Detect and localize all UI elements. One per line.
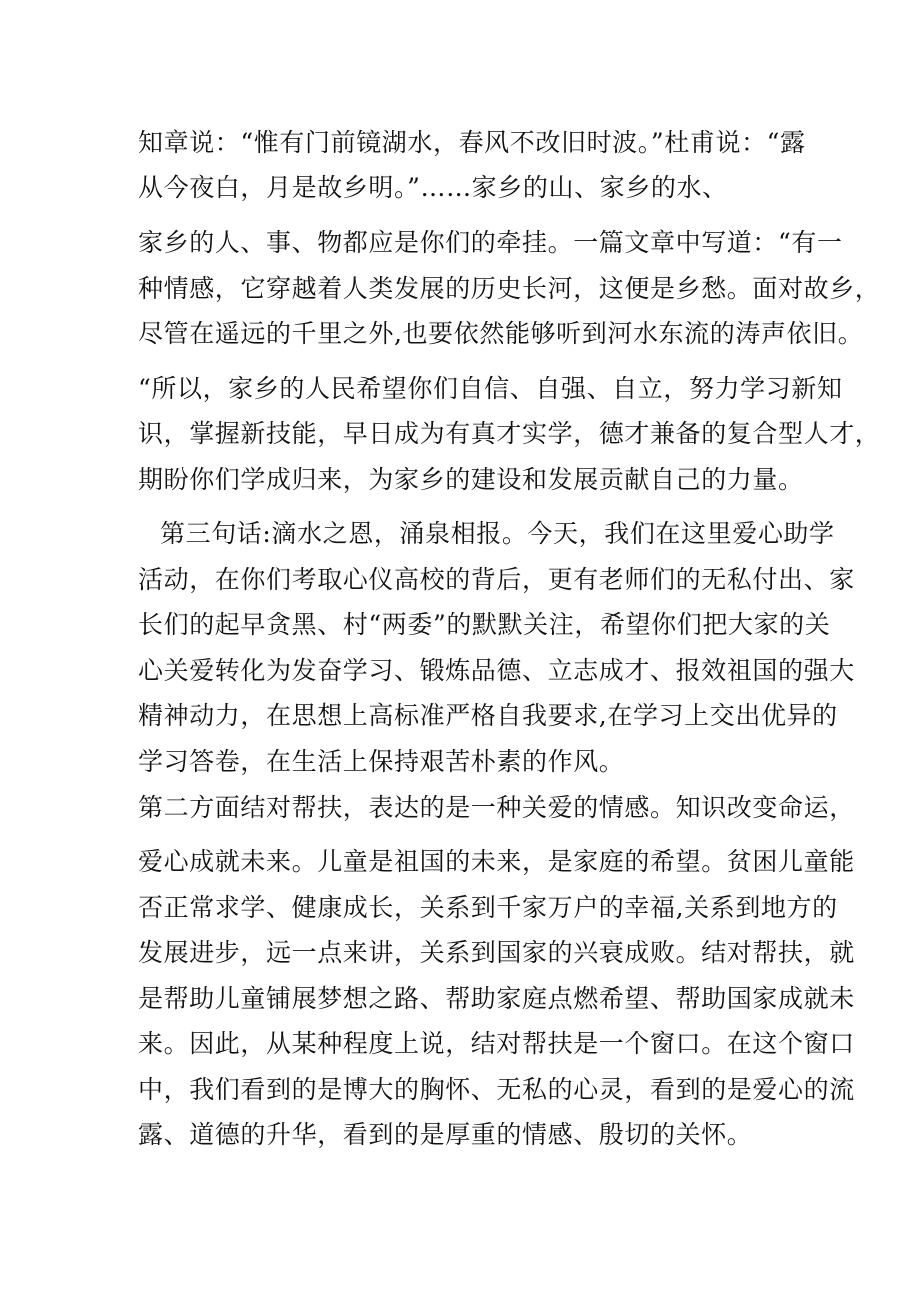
text-line: 活动，在你们考取心仪高校的背后，更有老师们的无私付出、家 [138, 565, 855, 594]
text-line: 来。因此，从某种程度上说，结对帮扶是一个窗口。在这个窗口 [138, 1029, 855, 1058]
text-line: 学习答卷，在生活上保持艰苦朴素的作风。 [138, 747, 625, 776]
text-line: 露、道德的升华，看到的是厚重的情感、殷切的关怀。 [138, 1120, 753, 1149]
text-line: “所以，家乡的人民希望你们自信、自强、自立，努力学习新知 [138, 374, 843, 403]
text-line: 发展进步，远一点来讲，关系到国家的兴衰成败。结对帮扶，就 [138, 938, 855, 967]
text-line: 从今夜白，月是故乡明。”……家乡的山、家乡的水、 [138, 173, 728, 202]
text-line: 知章说：“惟有门前镜湖水，春风不改旧时波。”杜甫说：“露 [138, 128, 806, 157]
text-line: 期盼你们学成归来，为家乡的建设和发展贡献自己的力量。 [138, 465, 804, 494]
text-line: 否正常求学、健康成长，关系到千家万户的幸福,关系到地方的 [138, 893, 838, 922]
text-line: 长们的起早贪黑、村“两委”的默默关注，希望你们把大家的关 [138, 610, 831, 639]
text-line: 尽管在遥远的千里之外,也要依然能够听到河水东流的涛声依旧。 [138, 319, 864, 348]
text-line: 种情感，它穿越着人类发展的历史长河，这便是乡愁。面对故乡， [138, 274, 881, 303]
text-line: 心关爱转化为发奋学习、锻炼品德、立志成才、报效祖国的强大 [138, 656, 855, 685]
text-line: 是帮助儿童铺展梦想之路、帮助家庭点燃希望、帮助国家成就未 [138, 984, 855, 1013]
text-line: 家乡的人、事、物都应是你们的牵挂。一篇文章中写道：“有一 [138, 228, 843, 257]
text-line: 第三句话:滴水之恩，涌泉相报。今天，我们在这里爱心助学 [160, 519, 835, 548]
text-line: 爱心成就未来。儿童是祖国的未来，是家庭的希望。贫困儿童能 [138, 847, 855, 876]
text-line: 中，我们看到的是博大的胸怀、无私的心灵，看到的是爱心的流 [138, 1075, 855, 1104]
text-line: 第二方面结对帮扶，表达的是一种关爱的情感。知识改变命运， [138, 793, 855, 822]
text-line: 识，掌握新技能，早日成为有真才实学，德才兼备的复合型人才， [138, 419, 881, 448]
text-line: 精神动力，在思想上高标准严格自我要求,在学习上交出优异的 [138, 701, 838, 730]
